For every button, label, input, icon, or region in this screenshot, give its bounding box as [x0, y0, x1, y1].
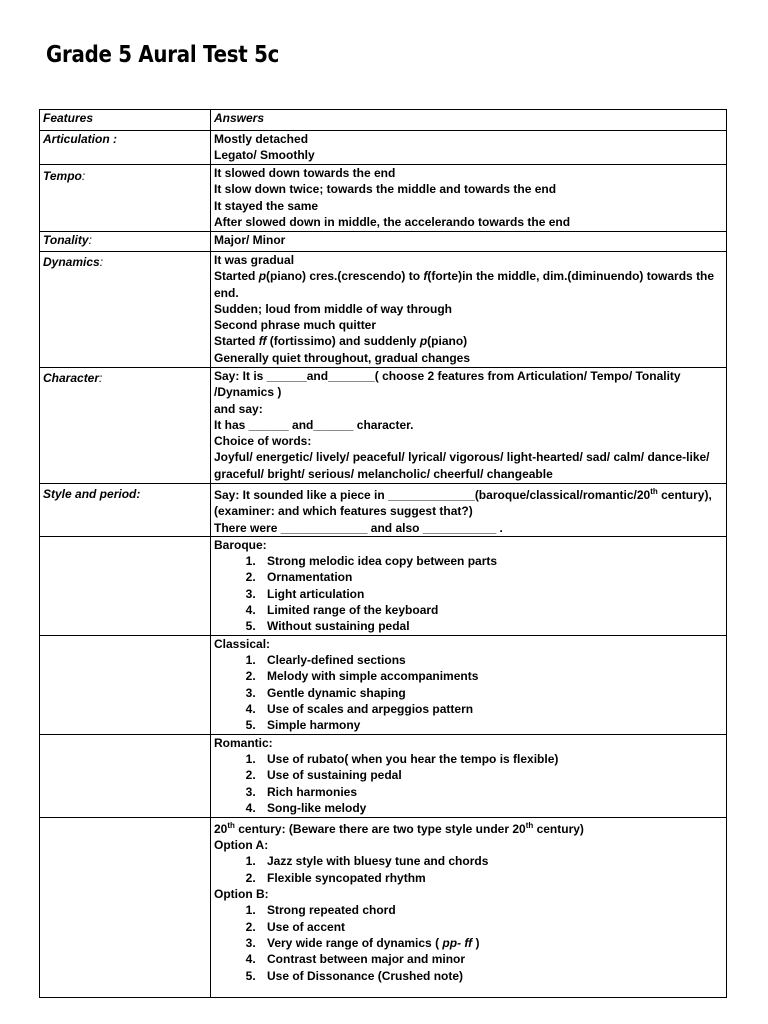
list-item: 1. Clearly-defined sections: [259, 652, 723, 668]
list-item: 3. Light articulation: [259, 586, 723, 602]
option-a-heading: Option A:: [214, 838, 269, 853]
dynamics-answer-1: It was gradual: [214, 253, 295, 267]
articulation-label: Articulation :: [40, 131, 211, 165]
option-a-list: [214, 853, 723, 886]
classical-row: [40, 635, 727, 734]
twentieth-century-row: [40, 817, 727, 997]
character-answer-2: and say:: [214, 401, 263, 416]
classical-answers: [211, 635, 727, 734]
classical-heading: Classical:: [214, 636, 271, 651]
romantic-list: [214, 751, 723, 816]
romantic-row: [40, 734, 727, 817]
articulation-answer-2: Legato/ Smoothly: [214, 148, 315, 163]
features-header: Features: [40, 110, 211, 131]
list-item: 5. Without sustaining pedal: [259, 618, 723, 634]
dynamics-answers: [211, 252, 727, 368]
romantic-heading: Romantic:: [214, 735, 273, 750]
character-answer-5: Joyful/ energetic/ lively/ peaceful/ lyrical/ vigorous/ light-hearted/ sad/ calm/ dance-like/ graceful/ bright/ serious/ melancholic/ cheerful/ changeable: [214, 450, 710, 481]
classical-empty-cell: [40, 635, 211, 734]
list-item: 2. Use of accent: [259, 919, 723, 935]
baroque-row: [40, 536, 727, 635]
tempo-row: [40, 165, 727, 232]
baroque-list: [214, 553, 723, 634]
romantic-answers: [211, 734, 727, 817]
list-item: 1. Strong repeated chord: [259, 902, 723, 918]
twentieth-heading: 20th century: (Beware there are two type style under 20th century): [214, 820, 584, 836]
list-item: 4. Limited range of the keyboard: [259, 602, 723, 618]
articulation-answers: [211, 131, 727, 165]
option-b-heading: Option B:: [214, 887, 269, 902]
twentieth-empty-cell: [40, 817, 211, 997]
dynamics-answer-6: Generally quiet throughout, gradual changes: [214, 350, 471, 365]
dynamics-label: Dynamics:: [40, 252, 211, 368]
style-answers: [211, 484, 727, 537]
list-item: 2. Flexible syncopated rhythm: [259, 870, 723, 886]
style-row: [40, 484, 727, 537]
style-answer-1: Say: It sounded like a piece in _____________(baroque/classical/romantic/20th century), (examiner: and which features suggest that?): [214, 487, 712, 519]
list-item: 2. Use of sustaining pedal: [259, 767, 723, 783]
document-title: Grade 5 Aural Test 5c: [46, 42, 280, 68]
list-item: 5. Simple harmony: [259, 717, 723, 733]
tempo-label: Tempo:: [40, 165, 211, 232]
style-answer-2: There were _____________ and also ___________ .: [214, 520, 503, 535]
list-item: 3. Very wide range of dynamics ( pp- ff ): [259, 935, 723, 951]
dynamics-answer-2: Started p(piano) cres.(crescendo) to f(forte)in the middle, dim.(diminuendo) towards the end.: [214, 269, 715, 300]
tonality-answer-1: Major/ Minor: [214, 233, 286, 247]
baroque-empty-cell: [40, 536, 211, 635]
dynamics-answer-4: Second phrase much quitter: [214, 318, 377, 333]
tempo-answer-1: It slowed down towards the end: [214, 166, 396, 180]
table-header-row: [40, 110, 727, 131]
list-item: 3. Gentle dynamic shaping: [259, 685, 723, 701]
list-item: 4. Contrast between major and minor: [259, 951, 723, 967]
character-answers: [211, 368, 727, 484]
baroque-heading: Baroque:: [214, 537, 267, 552]
dynamics-row: [40, 252, 727, 368]
character-row: [40, 368, 727, 484]
option-b-list: [214, 902, 723, 983]
list-item: 4. Song-like melody: [259, 800, 723, 816]
list-item: 1. Jazz style with bluesy tune and chords: [259, 853, 723, 869]
tempo-answer-2: It slow down twice; towards the middle and towards the end: [214, 182, 557, 197]
list-item: 2. Melody with simple accompaniments: [259, 668, 723, 684]
articulation-row: [40, 131, 727, 165]
articulation-answer-1: Mostly detached: [214, 132, 309, 146]
tonality-label: Tonality:: [40, 232, 211, 252]
character-answer-3: It has ______ and______ character.: [214, 417, 414, 432]
baroque-answers: [211, 536, 727, 635]
romantic-empty-cell: [40, 734, 211, 817]
character-answer-4: Choice of words:: [214, 434, 312, 449]
twentieth-answers: [211, 817, 727, 997]
list-item: 2. Ornamentation: [259, 569, 723, 585]
list-item: 1. Strong melodic idea copy between parts: [259, 553, 723, 569]
list-item: 1. Use of rubato( when you hear the tempo is flexible): [259, 751, 723, 767]
tempo-answer-3: It stayed the same: [214, 198, 319, 213]
dynamics-answer-3: Sudden; loud from middle of way through: [214, 301, 452, 316]
tonality-answers: [211, 232, 727, 252]
list-item: 5. Use of Dissonance (Crushed note): [259, 968, 723, 984]
classical-list: [214, 652, 723, 733]
style-label: Style and period:: [40, 484, 211, 537]
tonality-row: [40, 232, 727, 252]
character-answer-1: Say: It is ______and_______( choose 2 features from Articulation/ Tempo/ Tonality /Dynamics ): [214, 369, 681, 400]
dynamics-answer-5: Started ff (fortissimo) and suddenly p(piano): [214, 334, 468, 349]
tempo-answers: [211, 165, 727, 232]
tempo-answer-4: After slowed down in middle, the accelerando towards the end: [214, 214, 571, 229]
character-label: Character:: [40, 368, 211, 484]
list-item: 4. Use of scales and arpeggios pattern: [259, 701, 723, 717]
aural-table: [39, 109, 727, 998]
answers-header: Answers: [211, 110, 727, 131]
list-item: 3. Rich harmonies: [259, 784, 723, 800]
